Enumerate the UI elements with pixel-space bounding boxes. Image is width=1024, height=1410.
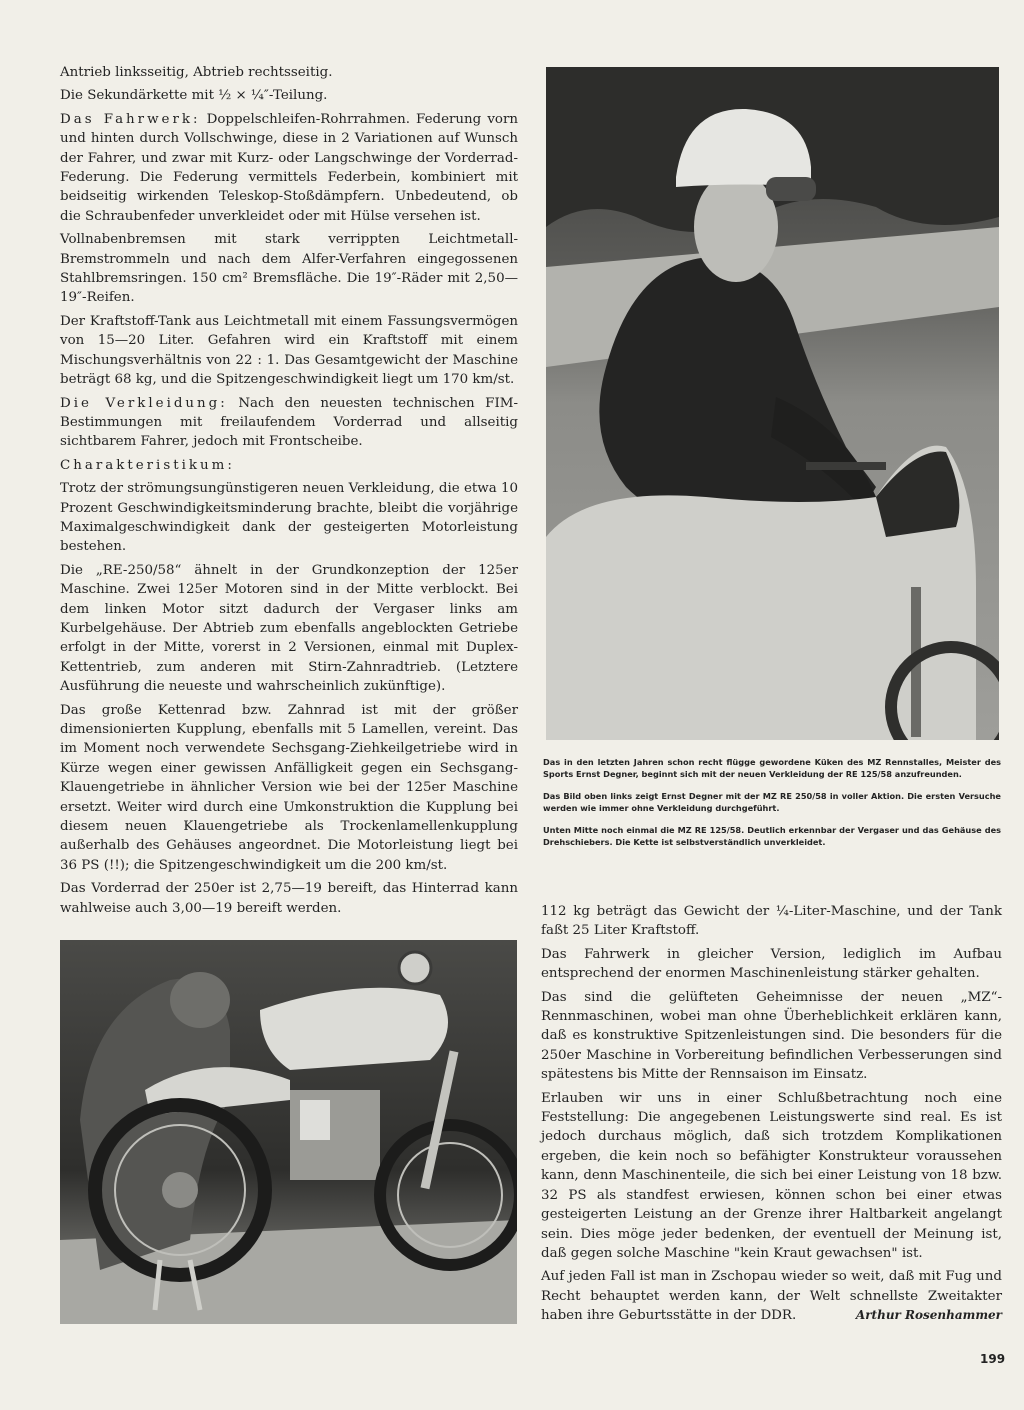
paragraph: Das Vorderrad der 250er ist 2,75—19 bereift, das Hinterrad kann wahlweise auch 3,00—19 bereift werden.: [60, 881, 518, 916]
motorcycle-image: [60, 940, 517, 1324]
caption: Unten Mitte noch einmal die MZ RE 125/58. Deutlich erkennbar der Vergaser und das Gehäuse des Drehschiebers. Die Kette ist selbstverständlich unverkleidet.: [543, 824, 1001, 848]
paragraph: Die Sekundärkette mit ½ × ¼″-Teilung.: [60, 88, 328, 104]
paragraph: Das sind die gelüfteten Geheimnisse der neuen „MZ“-Rennmaschinen, wobei man ohne Überheblichkeit erklären kann, daß es konstruktive Spitzenleistungen sind. Die besonders für die 250er Maschine in Vorbereitung befindlichen Verbesserungen sind spätestens bis Mitte der Rennsaison im Einsatz.: [541, 989, 1002, 1083]
motorcycle-photo: [60, 940, 517, 1324]
paragraph: [60, 456, 518, 475]
photo-captions: [543, 756, 1001, 857]
paragraph: Das große Kettenrad bzw. Zahnrad ist mit der größer dimensionierten Kupplung, ebenfalls mit 5 Lamellen, vereint. Das im Moment noch verwendete Sechsgang-Ziehkeilgetriebe wird in Kürze wegen einer gewissen Anfälligkeit gegen ein Sechsgang-Klauengetriebe in ähnlicher Version wie bei der 125er Maschine ersetzt. Weiter wird durch eine Umkonstruktion die Kupplung bei diesem neuen Klauengetriebe als Trockenlamellenkupplung außerhalb des Gehäuses angeordnet. Die Motorleistung liegt bei 36 PS (!!); die Spitzengeschwindigkeit um die 200 km/st.: [60, 702, 518, 873]
page-number: 199: [980, 1352, 1006, 1366]
paragraph: Die Verkleidung: Nach den neuesten technischen FIM-Bestimmungen mit freilaufendem Vorderrad und allseitig sichtbarem Fahrer, jedoch mit Frontscheibe.: [60, 395, 518, 450]
paragraph: Der Kraftstoff-Tank aus Leichtmetall mit einem Fassungsvermögen von 15—20 Liter. Gefahren wird ein Kraftstoff mit einem Mischungsverhältnis von 22 : 1. Das Gesamtgewicht der Maschine beträgt 68 kg, und die Spitzengeschwindigkeit liegt um 170 km/st.: [60, 313, 518, 388]
caption: Das Bild oben links zeigt Ernst Degner mit der MZ RE 250/58 in voller Aktion. Die ersten Versuche werden wie immer ohne Verkleidung durchgeführt.: [543, 790, 1001, 814]
section-heading: Die Verkleidung:: [60, 395, 228, 411]
author-name: Arthur Rosenhammer: [855, 1308, 1002, 1323]
paragraph: Auf jeden Fall ist man in Zschopau wieder so weit, daß mit Fug und Recht behauptet werden kann, der Welt schnellste Zweitakter haben ihre Geburtsstätte in der DDR. Arthur Rosenhammer: [541, 1267, 1002, 1325]
caption: Das in den letzten Jahren schon recht flügge gewordene Küken des MZ Rennstalles, Meister des Sports Ernst Degner, beginnt sich mit der neuen Verkleidung der RE 125/58 anzufreunden.: [543, 757, 1001, 780]
right-column: [541, 902, 1002, 1330]
section-heading: Charakteristikum:: [60, 457, 235, 473]
paragraph: 112 kg beträgt das Gewicht der ¼-Liter-Maschine, und der Tank faßt 25 Liter Kraftstoff.: [541, 904, 1002, 939]
paragraph: Vollnabenbremsen mit stark verrippten Leichtmetall-Bremstrommeln und nach dem Alfer-Verfahren eingegossenen Stahlbremsringen. 150 cm² Bremsfläche. Die 19″-Räder mit 2,50—19″-Reifen.: [60, 232, 518, 306]
left-column: [60, 63, 518, 922]
paragraph: Das Fahrwerk: Doppelschleifen-Rohrrahmen. Federung vorn und hinten durch Vollschwinge, diese in 2 Variationen auf Wunsch der Fahrer, und zwar mit Kurz- oder Langschwinge der Vorderrad-Federung. Die Federung vermittels Federbein, kombiniert mit beidseitig wirkenden Teleskop-Stoßdämpfern. Unbedeutend, ob die Schraubenfeder unverkleidet oder mit Hülse versehen ist.: [60, 111, 518, 224]
paragraph: Trotz der strömungsungünstigeren neuen Verkleidung, die etwa 10 Prozent Geschwindigkeitsminderung brachte, bleibt die vorjährige Maximalgeschwindigkeit dank der gesteigerten Motorleistung bestehen.: [60, 481, 518, 555]
paragraph: Antrieb linksseitig, Abtrieb rechtsseitig.: [60, 65, 333, 80]
rider-photo: [546, 67, 999, 740]
paragraph: Das Fahrwerk in gleicher Version, lediglich im Aufbau entsprechend der enormen Maschinenleistung stärker gehalten.: [541, 946, 1002, 982]
paragraph: Erlauben wir uns in einer Schlußbetrachtung noch eine Feststellung: Die angegebenen Leistungswerte sind real. Es ist jedoch durchaus möglich, daß sich trotzdem Komplikationen ergeben, die kein noch so befähigter Konstrukteur voraussehen kann, denn Maschinenteile, die sich bei einer Leistung von 18 bzw. 32 PS als standfest erwiesen, können schon bei einer etwas gesteigerten Leistung an der Grenze ihrer Haltbarkeit angelangt sein. Dies möge jeder bedenken, der eventuell der Meinung ist, daß gegen solche Maschine "kein Kraut gewachsen" ist.: [541, 1090, 1002, 1261]
paragraph: Die „RE-250/58“ ähnelt in der Grundkonzeption der 125er Maschine. Zwei 125er Motoren sind in der Mitte verblockt. Bei dem linken Motor sitzt dadurch der Vergaser links am Kurbelgehäuse. Der Abtrieb zum ebenfalls angeblockten Getriebe erfolgt in der Mitte, vorerst in 2 Versionen, einmal mit Duplex-Kettentrieb, zum anderen mit Stirn-Zahnradtrieb. (Letztere Ausführung die neueste und wahrscheinlich zukünftige).: [60, 562, 518, 695]
rider-image: [546, 67, 999, 740]
section-heading: Das Fahrwerk:: [60, 111, 201, 127]
